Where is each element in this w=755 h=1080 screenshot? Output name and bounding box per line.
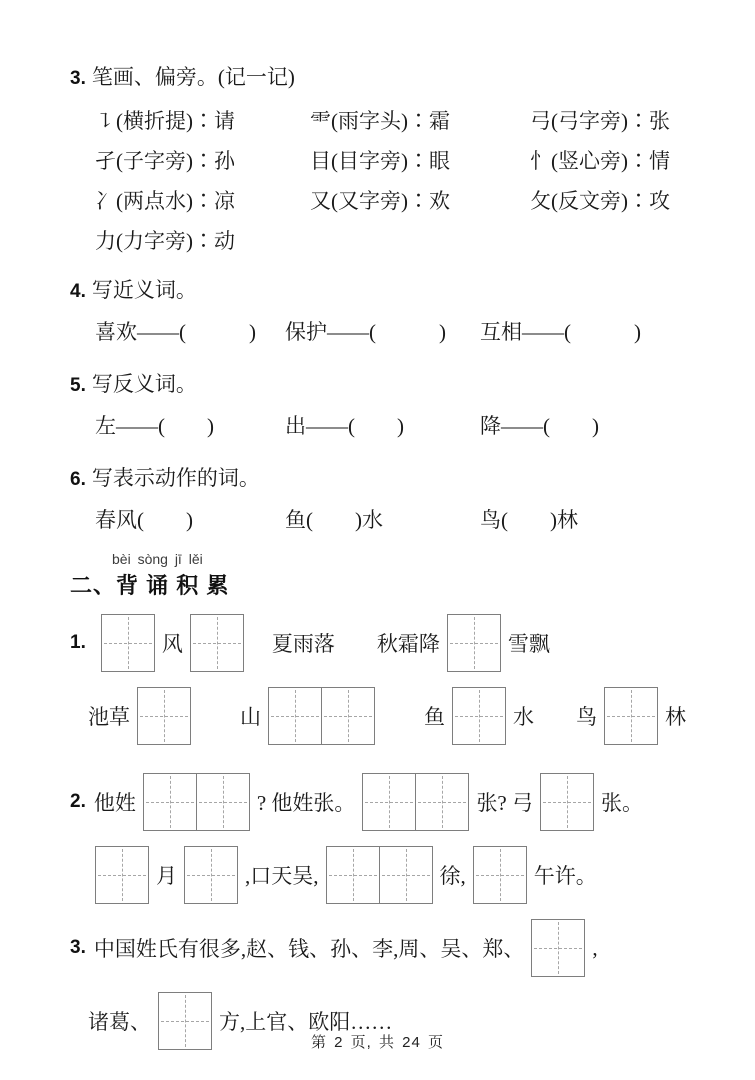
writing-grid-box[interactable] (101, 614, 155, 672)
writing-grid-box[interactable] (95, 846, 149, 904)
worksheet-text: ,口天吴, (245, 864, 319, 888)
section-2-heading (70, 551, 721, 600)
fill-blank-row (70, 686, 721, 746)
radical-item: 力(力字旁)∶动 (95, 229, 235, 253)
question-number: 4. (70, 281, 86, 302)
writing-grid-box[interactable] (190, 614, 244, 672)
grid-cell[interactable] (473, 846, 527, 904)
worksheet-text: 池草 (88, 705, 130, 729)
grid-cell[interactable] (531, 919, 585, 977)
grid-cell[interactable] (326, 846, 380, 904)
grid-cell[interactable] (452, 687, 506, 745)
grid-cell[interactable] (268, 687, 322, 745)
question-title: 笔画、偏旁。(记一记) (91, 65, 295, 89)
blank-entry: 出——( ) (285, 414, 404, 438)
blank-entry: 鱼( )水 (285, 508, 383, 532)
worksheet-text: 张? 弓 (476, 791, 534, 815)
writing-grid-box[interactable] (326, 846, 433, 904)
question-5-heading (70, 371, 721, 399)
radical-item: 攵(反文旁)∶攻 (530, 189, 670, 213)
radical-item: 冫(两点水)∶凉 (95, 189, 235, 213)
worksheet-text: 鱼 (382, 705, 445, 729)
worksheet-text: 午许。 (533, 864, 597, 888)
grid-cell[interactable] (190, 614, 244, 672)
worksheet-text: 林 (665, 705, 686, 729)
fill-blank-row (70, 845, 721, 905)
blank-entry: 春风( ) (95, 508, 193, 532)
writing-grid-box[interactable] (362, 773, 469, 831)
grid-cell[interactable] (447, 614, 501, 672)
worksheet-text: 他姓 (93, 791, 136, 815)
blank-entry: 鸟( )林 (480, 508, 578, 532)
worksheet-text: 山 (198, 705, 261, 729)
question-title: 写近义词。 (91, 278, 197, 302)
question-number: 1. (70, 632, 86, 653)
grid-cell[interactable] (95, 846, 149, 904)
grid-cell[interactable] (379, 846, 433, 904)
question-number: 6. (70, 469, 86, 490)
blank-entry: 保护——( ) (285, 320, 446, 344)
worksheet-text: 中国姓氏有很多,赵、钱、孙、李,周、吴、郑、 (93, 937, 525, 961)
blank-entry: 左——( ) (95, 414, 214, 438)
radical-list (70, 109, 721, 253)
worksheet-text: 水 鸟 (513, 705, 597, 729)
radical-item: 孑(子字旁)∶孙 (95, 149, 235, 173)
worksheet-text: 月 (156, 864, 177, 888)
blank-entry: 互相——( ) (480, 320, 641, 344)
worksheet-text: , (592, 935, 598, 960)
grid-cell[interactable] (415, 773, 469, 831)
radical-item: 又(又字旁)∶欢 (310, 189, 450, 213)
radical-item: 目(目字旁)∶眼 (310, 149, 450, 173)
grid-cell[interactable] (362, 773, 416, 831)
grid-cell[interactable] (137, 687, 191, 745)
question-3-heading (70, 64, 721, 92)
worksheet-text: ? 他姓张。 (256, 791, 356, 815)
radical-item: 忄(竖心旁)∶情 (530, 149, 670, 173)
action-word-row (70, 505, 721, 535)
pinyin-annotation: bèi sòng jī lěi (112, 551, 203, 567)
antonym-row (70, 411, 721, 441)
question-title: 写表示动作的词。 (91, 466, 260, 490)
section-title: 二、背 诵 积 累 (70, 573, 230, 598)
worksheet-text: 风 (161, 632, 183, 656)
grid-cell[interactable] (184, 846, 238, 904)
question-title: 写反义词。 (91, 372, 197, 396)
writing-grid-box[interactable] (473, 846, 527, 904)
worksheet-text: 雪飘 (507, 632, 550, 656)
grid-cell[interactable] (604, 687, 658, 745)
grid-cell[interactable] (143, 773, 197, 831)
question-number: 2. (70, 791, 86, 812)
blank-entry: 喜欢——( ) (95, 320, 256, 344)
question-number: 3. (70, 937, 86, 958)
blank-entry: 降——( ) (480, 414, 599, 438)
writing-grid-box[interactable] (540, 773, 594, 831)
fill-blank-row (70, 772, 721, 832)
grid-cell[interactable] (196, 773, 250, 831)
fill-blank-row (70, 613, 721, 673)
writing-grid-box[interactable] (447, 614, 501, 672)
writing-grid-box[interactable] (531, 919, 585, 977)
worksheet-text: 徐, (439, 864, 466, 888)
writing-grid-box[interactable] (452, 687, 506, 745)
writing-grid-box[interactable] (143, 773, 250, 831)
worksheet-text: 诸葛、 (88, 1010, 151, 1034)
grid-cell[interactable] (321, 687, 375, 745)
question-4-heading (70, 277, 721, 305)
grid-cell[interactable] (540, 773, 594, 831)
radical-item: ⻗(雨字头)∶霜 (310, 109, 450, 133)
question-number: 5. (70, 375, 86, 396)
radical-item: ㇊(横折提)∶请 (95, 109, 235, 133)
grid-cell[interactable] (101, 614, 155, 672)
page-indicator: 第 2 页, 共 24 页 (310, 1034, 445, 1051)
worksheet-text: 夏雨落 秋霜降 (250, 632, 440, 656)
worksheet-text: 张。 (601, 791, 644, 815)
worksheet-text: 方,上官、欧阳…… (219, 1010, 393, 1034)
writing-grid-box[interactable] (268, 687, 375, 745)
writing-grid-box[interactable] (184, 846, 238, 904)
radical-item: 弓(弓字旁)∶张 (530, 109, 670, 133)
fill-blank-row (70, 918, 721, 978)
writing-grid-box[interactable] (137, 687, 191, 745)
question-number: 3. (70, 68, 86, 89)
question-6-heading (70, 465, 721, 493)
writing-grid-box[interactable] (604, 687, 658, 745)
synonym-row (70, 317, 721, 347)
